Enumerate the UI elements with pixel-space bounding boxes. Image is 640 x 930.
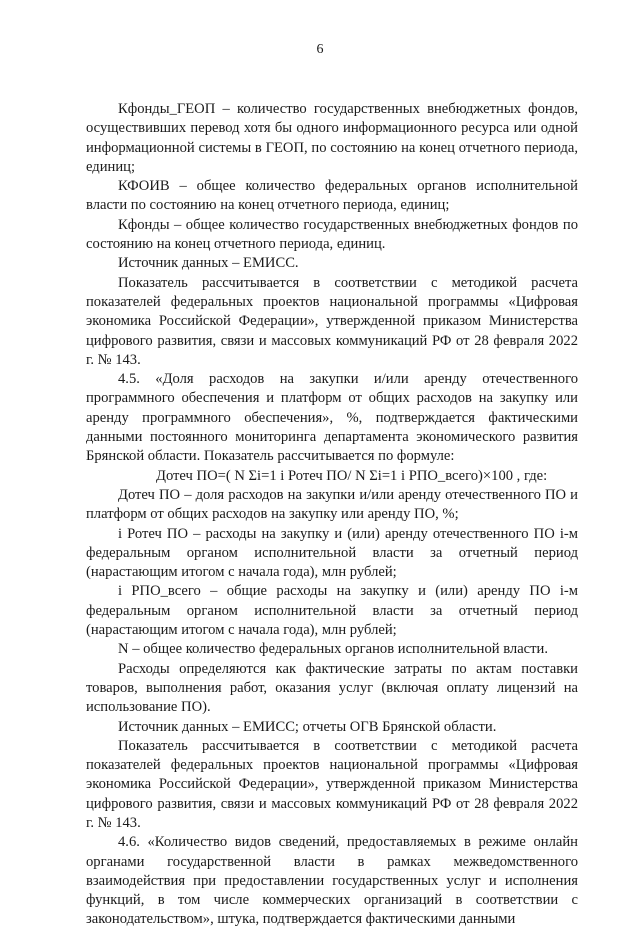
paragraph-data-source-1: Источник данных – ЕМИСС. [118, 255, 299, 272]
paragraph-data-source-2: Источник данных – ЕМИСС; отчеты ОГВ Брянской области. [118, 718, 497, 735]
paragraph-expenses: Расходы определяются как фактические затраты по актам поставки товаров, выполнения работ, оказания услуг (включая оплату лицензий на использование ПО). [86, 660, 578, 716]
document-body [86, 100, 578, 930]
paragraph-kfondy: Кфонды – общее количество государственных внебюджетных фондов по состоянию на конец отчетного периода, единиц. [86, 216, 578, 253]
paragraph-kfoiv: КФОИВ – общее количество федеральных органов исполнительной власти по состоянию на конец отчетного периода, единиц; [86, 178, 578, 214]
paragraph-methodology-2: Показатель рассчитывается в соответствии с методикой расчета показателей федеральных проектов национальной программы «Цифровая экономика Российской Федерации», утвержденной приказом Министерства цифрового развития, связи и массовых коммуникаций РФ от 28 февраля 2022 г. № 143. [86, 737, 578, 831]
formula: Дотеч ПО=( N Σi=1 і Ротеч ПО/ N Σi=1 і РПО_всего)×100 , где: [156, 467, 548, 484]
paragraph-dotech-po: Дотеч ПО – доля расходов на закупки и/или аренду отечественного ПО и платформ от общих расходов на закупку или аренду ПО, %; [86, 486, 578, 523]
paragraph-section-4-5: 4.5. «Доля расходов на закупки и/или аренду отечественного программного обеспечения и платформ от общих расходов на закупку или аренду программного обеспечения», %, подтверждается фактическими данными постоянного мониторинга департамента экономического развития Брянской области. Показатель рассчитывается по формуле: [86, 371, 578, 465]
paragraph-methodology-1: Показатель рассчитывается в соответствии с методикой расчета показателей федеральных проектов национальной программы «Цифровая экономика Российской Федерации», утвержденной приказом Министерства цифрового развития, связи и массовых коммуникаций РФ от 28 февраля 2022 г. № 143. [86, 274, 578, 368]
paragraph-section-4-6: 4.6. «Количество видов сведений, предоставляемых в режиме онлайн органами государственной власти в рамках межведомственного взаимодействия при предоставлении государственных услуг и исполнения функций, в том числе коммерческих организаций в соответствии с законодательством», штука, подтверждается фактическими данными [86, 834, 578, 928]
paragraph-rpo-vsego: і РПО_всего – общие расходы на закупку и (или) аренду ПО і-м федеральным органом исполнительной власти за отчетный период (нарастающим итогом с начала года), млн рублей; [86, 583, 578, 639]
paragraph-n-count: N – общее количество федеральных органов исполнительной власти. [118, 641, 548, 658]
page-number: 6 [316, 42, 324, 57]
paragraph-rotech-po: і Ротеч ПО – расходы на закупку и (или) аренду отечественного ПО і-м федеральным органом исполнительной власти за отчетный период (нарастающим итогом с начала года), млн рублей; [86, 525, 578, 581]
paragraph-kfondy-geop: Кфонды_ГЕОП – количество государственных внебюджетных фондов, осуществивших перевод хотя бы одного информационного ресурса или одной информационной системы в ГЕОП, по состоянию на конец отчетного периода, единиц; [86, 101, 578, 175]
